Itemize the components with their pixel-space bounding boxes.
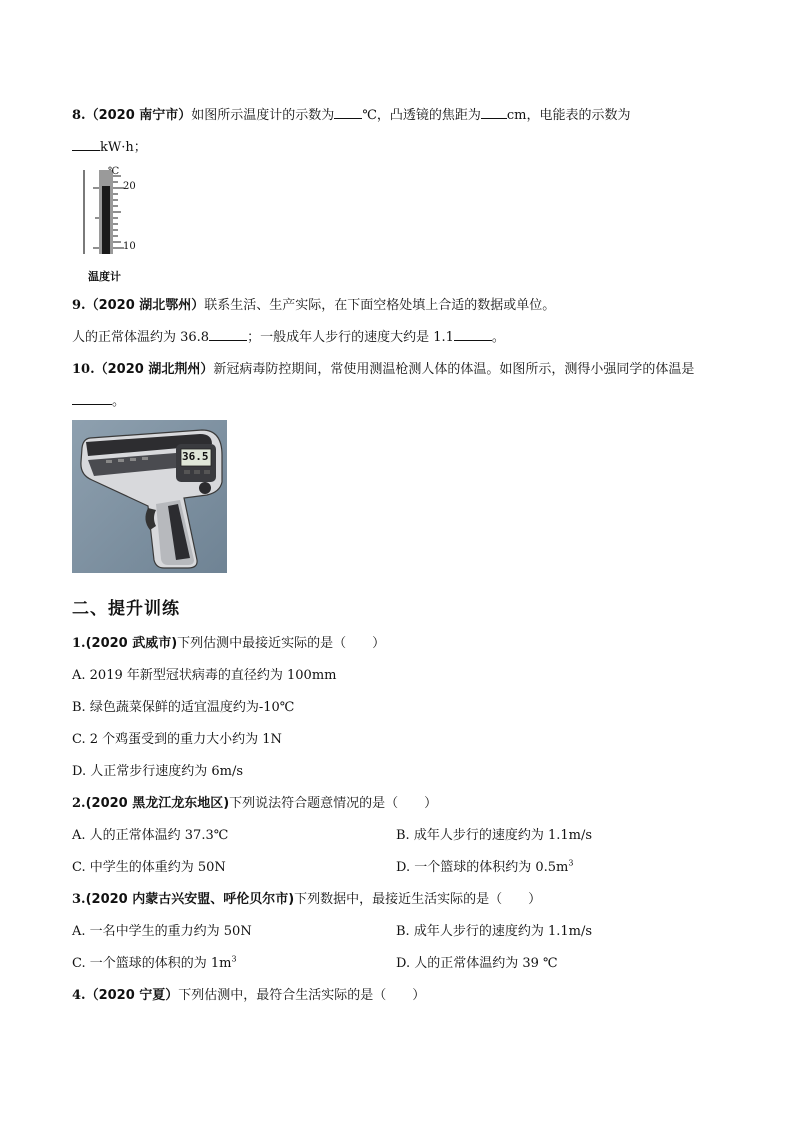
- thermometer-figure: [80, 166, 142, 258]
- question-text: ；一般成年人步行的速度大约是 1.1: [247, 330, 454, 345]
- question-stem: 下列说法符合题意情况的是（ ）: [229, 796, 438, 811]
- option-text: C. 一个篮球的体积的为 1m: [72, 956, 232, 971]
- question-text: 新冠病毒防控期间，常使用测温枪测人体的体温。如图所示，测得小强同学的体温是: [213, 362, 695, 377]
- thermometer-gun-figure: [72, 420, 227, 573]
- option-d[interactable]: D. 人的正常体温约为 39 ℃: [396, 956, 558, 971]
- answer-blank[interactable]: [334, 106, 362, 119]
- superscript: 3: [568, 858, 574, 868]
- question-stem: 下列数据中，最接近生活实际的是（ ）: [294, 892, 542, 907]
- question-9-line1: [72, 294, 555, 313]
- answer-blank[interactable]: [72, 138, 100, 151]
- question-10-line2: [72, 390, 125, 409]
- question-text: 人的正常体温约为 36.8: [72, 330, 210, 345]
- question-8-line2: [72, 136, 147, 155]
- section-heading: 二、提升训练: [72, 599, 180, 619]
- question-8-line1: [72, 104, 630, 123]
- thermometer-tick-label: 20: [123, 181, 136, 192]
- question-stem: 下列估测中，最符合生活实际的是（ ）: [178, 988, 426, 1003]
- answer-blank[interactable]: [72, 392, 112, 405]
- thermometer-gun-icon: [72, 420, 227, 573]
- question-text: ℃，凸透镜的焦距为: [362, 108, 481, 123]
- question-text: 。: [112, 394, 126, 409]
- option-c[interactable]: [72, 952, 237, 971]
- answer-blank[interactable]: [454, 328, 492, 341]
- option-a[interactable]: A. 人的正常体温约 37.3℃: [72, 828, 229, 843]
- option-d[interactable]: [396, 856, 573, 875]
- question-number: 1.: [72, 636, 86, 651]
- question-number: 9.: [72, 298, 86, 313]
- question-number: 4.: [72, 988, 86, 1003]
- question-source: (2020 武威市): [85, 636, 178, 651]
- question-text: 联系生活、生产实际，在下面空格处填上合适的数据或单位。: [204, 298, 556, 313]
- question-source: (2020 内蒙古兴安盟、呼伦贝尔市): [85, 892, 295, 907]
- option-text: D. 一个篮球的体积约为 0.5m: [396, 860, 569, 875]
- thermometer-unit: ℃: [108, 166, 120, 177]
- superscript: 3: [231, 954, 237, 964]
- question-source: （2020 南宁市）: [85, 108, 192, 123]
- practice-question-2: [72, 792, 437, 811]
- question-stem: 下列估测中最接近实际的是（ ）: [177, 636, 386, 651]
- option-c[interactable]: C. 2 个鸡蛋受到的重力大小约为 1N: [72, 732, 282, 747]
- gun-display-reading: 36.5: [182, 450, 209, 463]
- option-d[interactable]: D. 人正常步行速度约为 6m/s: [72, 764, 244, 779]
- practice-question-1: [72, 632, 385, 651]
- option-a[interactable]: A. 一名中学生的重力约为 50N: [72, 924, 252, 939]
- question-number: 2.: [72, 796, 86, 811]
- option-b[interactable]: B. 成年人步行的速度约为 1.1m/s: [396, 924, 593, 939]
- question-text: kW·h；: [100, 140, 147, 155]
- thermometer-caption: 温度计: [88, 270, 121, 283]
- question-source: （2020 湖北荆州）: [94, 362, 214, 377]
- question-text: 。: [491, 330, 505, 345]
- option-b[interactable]: B. 绿色蔬菜保鲜的适宜温度约为-10℃: [72, 700, 295, 715]
- option-b[interactable]: B. 成年人步行的速度约为 1.1m/s: [396, 828, 593, 843]
- practice-question-4: [72, 984, 425, 1003]
- question-number: 3.: [72, 892, 86, 907]
- question-10-line1: [72, 358, 694, 377]
- question-number: 10.: [72, 362, 95, 377]
- answer-blank[interactable]: [481, 106, 507, 119]
- question-source: （2020 湖北鄂州）: [85, 298, 205, 313]
- answer-blank[interactable]: [209, 328, 247, 341]
- thermometer-tick-label: 10: [123, 241, 136, 252]
- practice-question-3: [72, 888, 541, 907]
- question-text: 如图所示温度计的示数为: [191, 108, 335, 123]
- question-source: （2020 宁夏）: [85, 988, 179, 1003]
- question-source: (2020 黑龙江龙东地区): [85, 796, 230, 811]
- option-a[interactable]: A. 2019 年新型冠状病毒的直径约为 100mm: [72, 668, 337, 683]
- question-number: 8.: [72, 108, 86, 123]
- option-c[interactable]: C. 中学生的体重约为 50N: [72, 860, 226, 875]
- question-9-line2: [72, 326, 505, 345]
- question-text: cm，电能表的示数为: [506, 108, 631, 123]
